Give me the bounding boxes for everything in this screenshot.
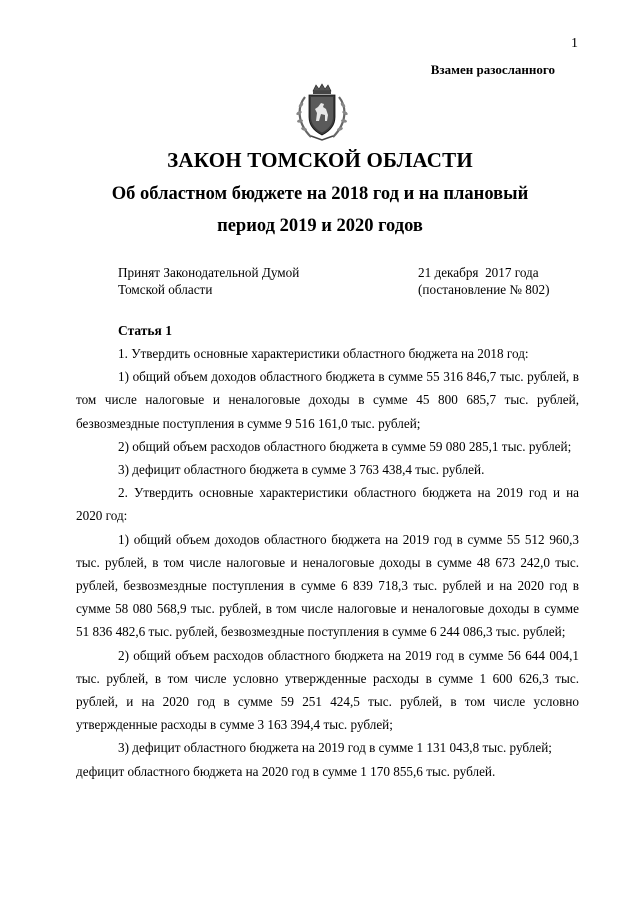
tomsk-coat-of-arms-icon xyxy=(291,83,353,143)
article-body xyxy=(76,342,579,783)
law-title: ЗАКОН ТОМСКОЙ ОБЛАСТИ xyxy=(167,148,473,172)
adoption-body xyxy=(118,264,299,298)
article-paragraph: 2) общий объем расходов областного бюджета в сумме 59 080 285,1 тыс. рублей; xyxy=(118,438,572,454)
law-subtitle-line1: Об областном бюджете на 2018 год и на плановый xyxy=(111,184,529,204)
adoption-date-block xyxy=(418,264,549,298)
page-number: 1 xyxy=(571,36,578,51)
article-last-line: дефицит областного бюджета на 2020 год в сумме 1 170 855,6 тыс. рублей. xyxy=(76,763,496,779)
replacement-note: Взамен разосланного xyxy=(430,62,555,77)
law-subtitle-line2: период 2019 и 2020 годов xyxy=(217,216,423,236)
article-paragraph: 2. Утвердить основные характеристики областного бюджета на 2019 год и на 2020 год: xyxy=(76,485,579,524)
resolution-number: (постановление № 802) xyxy=(418,282,550,297)
article-paragraph: 1) общий объем доходов областного бюджета на 2019 год в сумме 55 512 960,3 тыс. рублей, в том числе налоговые и неналоговые доходы в сумме 48 673 242,0 тыс. рублей, безвозмездные поступления в сумме 6 839 718,3 тыс. рублей и на 2020 год в сумме 58 080 568,9 тыс. рублей, в том числе налоговые и неналоговые доходы в сумме 51 836 482,6 тыс. рублей, безвозмездные поступления в сумме 6 244 086,3 тыс. рублей; xyxy=(76,531,579,640)
article-paragraph: 3) дефицит областного бюджета в сумме 3 763 438,4 тыс. рублей. xyxy=(118,462,485,478)
adoption-body-line2: Томской области xyxy=(118,282,213,297)
article-paragraph: 3) дефицит областного бюджета на 2019 год в сумме 1 131 043,8 тыс. рублей; xyxy=(118,740,552,756)
adoption-body-line1: Принят Законодательной Думой xyxy=(118,265,300,280)
article-paragraph: 1) общий объем доходов областного бюджета в сумме 55 316 846,7 тыс. рублей, в том числе налоговые и неналоговые доходы в сумме 45 800 685,7 тыс. рублей, безвозмездные поступления в сумме 9 516 161,0 тыс. рублей; xyxy=(76,369,579,431)
article-title: Статья 1 xyxy=(118,323,172,338)
article-paragraph: 2) общий объем расходов областного бюджета на 2019 год в сумме 56 644 004,1 тыс. рублей, в том числе условно утвержденные расходы в сумме 1 600 626,3 тыс. рублей, и на 2020 год в сумме 59 251 424,5 тыс. рублей, в том числе условно утвержденные расходы в сумме 3 163 394,4 тыс. рублей; xyxy=(76,647,579,733)
adoption-date: 21 декабря 2017 года xyxy=(418,265,539,280)
article-paragraph: 1. Утвердить основные характеристики областного бюджета на 2018 год: xyxy=(118,346,529,361)
